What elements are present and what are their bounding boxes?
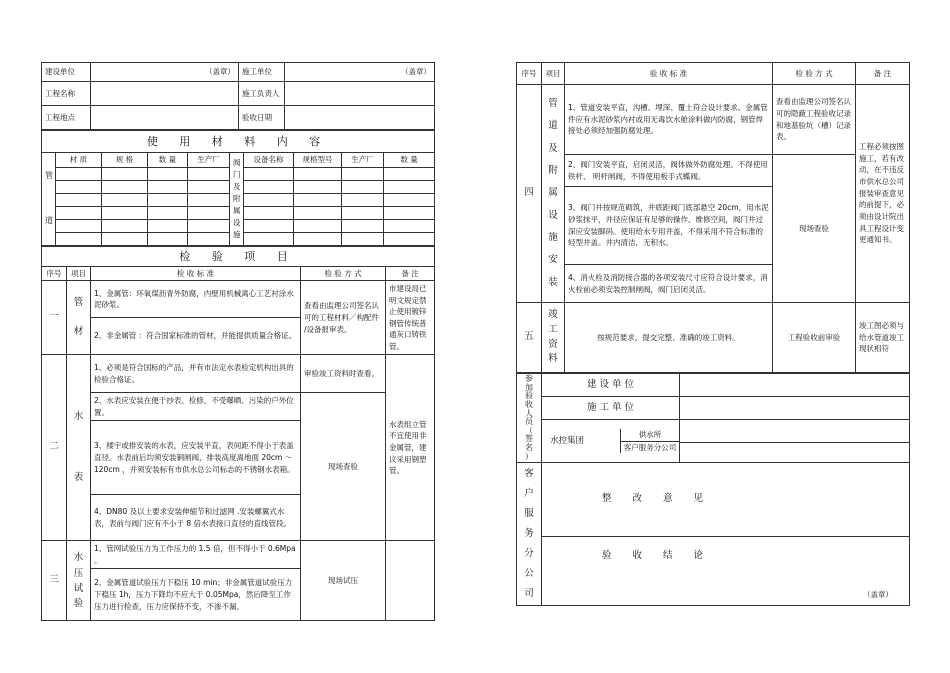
row4-std-3: 3、阀门井按规范砌筑，井底距阀门底部悬空 20cm，用水泥砂浆抹平，井径应保证有足够的操作、维修空间，阀门井过深应安装脚码。使用给水专用井盖，不得采用不符合标准的轻型井盖。井内清洁，无积水。 bbox=[565, 187, 773, 265]
row4-std-4: 4、消火栓及消防接合器的各项安装尺寸应符合设计要求，消火栓前必须安装控制闸阀，阀门启闭灵活。 bbox=[565, 265, 773, 303]
accept-conclusion-label: 验 收 结 论 bbox=[602, 549, 713, 561]
row3-item: 水 压 试 验 bbox=[67, 541, 91, 621]
project-site-field bbox=[91, 106, 239, 130]
row1-note: 市建设局已明文规定禁止使用镀锌钢管传统普通灰口铸铁管。 bbox=[386, 281, 435, 355]
row5-item: 竣 工 资 料 bbox=[542, 303, 565, 373]
inspection-table bbox=[41, 246, 435, 622]
pipe-col-spec: 规 格 bbox=[102, 153, 148, 168]
row1-no: 一 bbox=[42, 281, 67, 355]
row3-method: 现场试压 bbox=[301, 541, 386, 621]
row1-item: 管 材 bbox=[67, 281, 91, 355]
water-group-subunits bbox=[620, 429, 679, 453]
row4-std-2: 2、阀门安装平直，启闭灵活，阀体做外防腐处理。不得使用铁杆、 明杆闸阀，不得使用板手式蝶阀。 bbox=[565, 155, 773, 187]
col-note: 备 注 bbox=[386, 266, 435, 281]
valve-label: 阀门及附属设施 bbox=[230, 153, 244, 246]
participant-construct-unit: 施 工 单 位 bbox=[542, 397, 680, 420]
row3-no: 三 bbox=[42, 541, 67, 621]
accept-conclusion bbox=[542, 537, 910, 606]
project-name-label: 工程名称 bbox=[42, 82, 91, 106]
row4-std-1: 1、管道安装平直，沟槽、埋深、覆土符合设计要求。金属管件应有水泥砂浆内衬或用无毒饮水舱涂料做内防腐，钢管焊接处必须经加强防腐处理。 bbox=[565, 85, 773, 155]
pipe-label: 管 道 bbox=[42, 153, 56, 246]
col-item: 项目 bbox=[67, 266, 91, 281]
row2-item: 水 表 bbox=[67, 355, 91, 541]
participants-label: 参 加 验 收 人 员 （ 签 名 ） bbox=[517, 374, 542, 463]
water-group-label: 水控集团 bbox=[550, 435, 585, 446]
participant-build-unit-sign bbox=[680, 374, 910, 397]
rectify-opinion: 整 改 意 见 bbox=[542, 463, 910, 537]
materials-title: 使 用 材 料 内 容 bbox=[42, 131, 435, 153]
signoff-table bbox=[516, 373, 910, 606]
pipe-col-qty: 数 量 bbox=[148, 153, 188, 168]
participant-build-unit: 建 设 单 位 bbox=[542, 374, 680, 397]
r-col-note: 备 注 bbox=[856, 63, 910, 85]
row1-std-2: 2、非金属管 ：符合国家标准的管材，并能提供质量合格证。 bbox=[91, 318, 301, 355]
row1-method: 查看由监理公司签名认可的工程材料／构配件 /设备报审表。 bbox=[301, 281, 386, 355]
install-table bbox=[516, 62, 910, 373]
row3-note bbox=[386, 541, 435, 621]
construct-leader-field bbox=[285, 82, 435, 106]
row4-note: 工程必须按图施工，若有改动，在不违反市供水总公司报装审查意见的前提下，必须由设计院出具工程设计变更通知书。 bbox=[856, 85, 910, 303]
row4-method-2: 现场查验 bbox=[773, 155, 856, 303]
supply-office-sign bbox=[680, 420, 910, 443]
valve-col-name: 设备名称 bbox=[244, 153, 294, 168]
supply-office-label: 供水所 bbox=[621, 429, 679, 442]
row5-no: 五 bbox=[517, 303, 542, 373]
pipe-col-material: 材 质 bbox=[56, 153, 102, 168]
row2-std-3: 3、楼宇或排安装的水表，应安装平直，表间距不得小于表盖直径。水表前后均须安装铜闸阀，排装高度离地面 20cm ～ 120cm ，并须安装标有市供水总公司标志的不锈钢水表箱。 bbox=[91, 421, 301, 495]
r-col-no: 序号 bbox=[517, 63, 542, 85]
construct-unit-label: 施工单位 bbox=[239, 63, 285, 82]
valve-col-qty: 数 量 bbox=[384, 153, 435, 168]
build-unit-label: 建设单位 bbox=[42, 63, 91, 82]
participant-water-group bbox=[542, 420, 680, 463]
row3-std-2: 2、金属管道试验压力下稳压 10 min；非金属管道试验压力下稳压 1h，压力下降均不应大于 0.05Mpa，然后降至工作压力进行检查，压力应保持不变，不渗不漏。 bbox=[91, 569, 301, 621]
row2-std-4: 4、DN80 及以上要求安装伸缩节和过滤网 .安装螺翼式水表，表前与阀门应有不小于 8 倍水表接口直径的直线管段。 bbox=[91, 495, 301, 541]
construct-unit-seal: （盖章） bbox=[285, 63, 435, 82]
row2-method-2: 现场查验 bbox=[301, 393, 386, 541]
row2-std-1: 1、必须是符合国标的产品，并有市法定水表检定机构出具的检验合格证。 bbox=[91, 355, 301, 393]
row4-no: 四 bbox=[517, 85, 542, 303]
left-page bbox=[41, 62, 434, 621]
col-standard: 检 收 标 准 bbox=[91, 266, 301, 281]
row2-method-1: 审验竣工资料时查看。 bbox=[301, 355, 386, 393]
construct-leader-label: 施工负责人 bbox=[239, 82, 285, 106]
col-no: 序号 bbox=[42, 266, 67, 281]
accept-date-label: 验收日期 bbox=[239, 106, 285, 130]
row2-note: 水表组立管不宜使用非金属管，建议采用钢塑管。 bbox=[386, 355, 435, 541]
accept-date-field bbox=[285, 106, 435, 130]
project-site-label: 工程地点 bbox=[42, 106, 91, 130]
row4-method-1: 查看由监理公司签名认可的隐蔽工程验收记录和地基验坑（槽）记录表。 bbox=[773, 85, 856, 155]
pipe-col-maker: 生产厂 bbox=[188, 153, 230, 168]
row5-method: 工程验收前审验 bbox=[773, 303, 856, 373]
build-unit-seal: （盖章） bbox=[91, 63, 239, 82]
r-col-item: 项目 bbox=[542, 63, 565, 85]
row2-std-2: 2、水表应安装在便于抄表、检修，不受曝晒、污染的户外位置。 bbox=[91, 393, 301, 421]
row4-item: 管 道 及 附 属 设 施 安 装 bbox=[542, 85, 565, 303]
inspection-title: 检 验 项 目 bbox=[42, 246, 435, 266]
customer-service-company-label: 客 户 服 务 分 公 司 bbox=[517, 463, 542, 606]
valve-col-maker: 生产厂 bbox=[342, 153, 384, 168]
row2-no: 二 bbox=[42, 355, 67, 541]
row1-std-1: 1、金属管：环氧煤沥青外防腐，内壁用机械离心工艺衬涂水泥砂浆。 bbox=[91, 281, 301, 318]
row5-std: 按规范要求，提交完整、准确的竣工资料。 bbox=[565, 303, 773, 373]
r-col-standard: 验 收 标 准 bbox=[565, 63, 773, 85]
project-name-field bbox=[91, 82, 239, 106]
customer-service-label: 客户服务分公司 bbox=[623, 442, 677, 452]
right-page bbox=[516, 62, 909, 606]
project-info-table bbox=[41, 62, 435, 130]
accept-conclusion-seal: （盖章） bbox=[863, 590, 893, 600]
materials-table bbox=[41, 130, 435, 246]
col-method: 检 验 方 式 bbox=[301, 266, 386, 281]
row5-note: 竣工图必须与给水管道竣工现状相符 bbox=[856, 303, 910, 373]
valve-col-model: 规格型号 bbox=[294, 153, 342, 168]
customer-service-sign bbox=[680, 443, 910, 463]
r-col-method: 检 验 方 式 bbox=[773, 63, 856, 85]
row3-std-1: 1、管网试验压力为工作压力的 1.5 倍，但不得小于 0.6Mpa 。 bbox=[91, 541, 301, 569]
participant-construct-unit-sign bbox=[680, 397, 910, 420]
